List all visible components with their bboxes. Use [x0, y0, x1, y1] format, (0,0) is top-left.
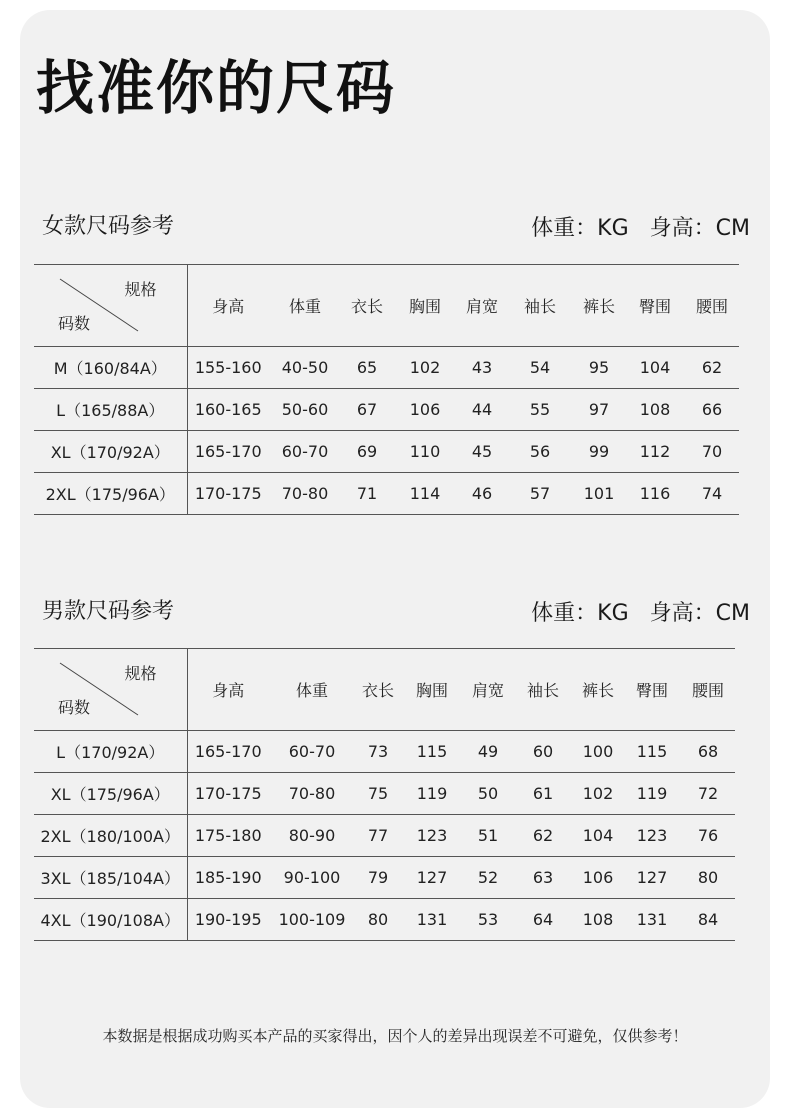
- measurement-cell: 84: [681, 899, 735, 941]
- height-unit: 身高：CM: [649, 216, 750, 241]
- column-header: 体重: [269, 265, 341, 347]
- corner-spec-label: 规格: [124, 664, 157, 683]
- measurement-cell: 106: [573, 857, 623, 899]
- women-size-table: [34, 264, 739, 515]
- measurement-cell: 70-80: [269, 773, 355, 815]
- measurement-cell: 104: [625, 347, 685, 389]
- table-row: [34, 857, 735, 899]
- column-header: 体重: [269, 649, 355, 731]
- column-header: 衣长: [355, 649, 401, 731]
- column-header: 腰围: [685, 265, 739, 347]
- measurement-cell: 190-195: [187, 899, 269, 941]
- measurement-cell: 45: [457, 431, 507, 473]
- measurement-cell: 46: [457, 473, 507, 515]
- measurement-cell: 119: [401, 773, 463, 815]
- measurement-cell: 170-175: [187, 473, 269, 515]
- size-code-cell: 2XL（175/96A）: [34, 473, 187, 515]
- measurement-cell: 76: [681, 815, 735, 857]
- women-section-title: 女款尺码参考: [42, 214, 175, 239]
- measurement-cell: 90-100: [269, 857, 355, 899]
- column-header: 衣长: [341, 265, 393, 347]
- column-header: 胸围: [393, 265, 457, 347]
- measurement-cell: 70-80: [269, 473, 341, 515]
- measurement-cell: 102: [573, 773, 623, 815]
- measurement-cell: 115: [623, 731, 681, 773]
- table-row: [34, 773, 735, 815]
- measurement-cell: 119: [623, 773, 681, 815]
- weight-unit: 体重：KG: [531, 601, 629, 626]
- column-header: 肩宽: [457, 265, 507, 347]
- measurement-cell: 60-70: [269, 431, 341, 473]
- corner-size-label: 码数: [58, 314, 91, 333]
- column-header: 身高: [187, 265, 269, 347]
- measurement-cell: 108: [573, 899, 623, 941]
- measurement-cell: 165-170: [187, 431, 269, 473]
- column-header: 袖长: [507, 265, 573, 347]
- measurement-cell: 73: [355, 731, 401, 773]
- measurement-cell: 50: [463, 773, 513, 815]
- measurement-cell: 97: [573, 389, 625, 431]
- measurement-cell: 131: [401, 899, 463, 941]
- measurement-cell: 95: [573, 347, 625, 389]
- size-code-cell: 3XL（185/104A）: [34, 857, 187, 899]
- size-code-cell: XL（170/92A）: [34, 431, 187, 473]
- measurement-cell: 123: [401, 815, 463, 857]
- measurement-cell: 40-50: [269, 347, 341, 389]
- measurement-cell: 99: [573, 431, 625, 473]
- men-size-table: [34, 648, 735, 941]
- measurement-cell: 60-70: [269, 731, 355, 773]
- measurement-cell: 60: [513, 731, 573, 773]
- column-header: 裤长: [573, 265, 625, 347]
- measurement-cell: 63: [513, 857, 573, 899]
- measurement-cell: 77: [355, 815, 401, 857]
- measurement-cell: 108: [625, 389, 685, 431]
- measurement-cell: 71: [341, 473, 393, 515]
- size-code-cell: M（160/84A）: [34, 347, 187, 389]
- measurement-cell: 74: [685, 473, 739, 515]
- measurement-cell: 56: [507, 431, 573, 473]
- measurement-cell: 114: [393, 473, 457, 515]
- measurement-cell: 127: [623, 857, 681, 899]
- measurement-cell: 49: [463, 731, 513, 773]
- measurement-cell: 80: [681, 857, 735, 899]
- measurement-cell: 62: [685, 347, 739, 389]
- measurement-cell: 80: [355, 899, 401, 941]
- measurement-cell: 55: [507, 389, 573, 431]
- measurement-cell: 51: [463, 815, 513, 857]
- measurement-cell: 155-160: [187, 347, 269, 389]
- measurement-cell: 62: [513, 815, 573, 857]
- men-unit-label: [531, 601, 750, 627]
- size-code-cell: XL（175/96A）: [34, 773, 187, 815]
- disclaimer-note: 本数据是根据成功购买本产品的买家得出，因个人的差异出现误差不可避免，仅供参考！: [102, 1027, 688, 1045]
- measurement-cell: 79: [355, 857, 401, 899]
- measurement-cell: 52: [463, 857, 513, 899]
- measurement-cell: 127: [401, 857, 463, 899]
- page-title: 找准你的尺码: [36, 54, 397, 122]
- weight-unit: 体重：KG: [531, 216, 629, 241]
- column-header: 身高: [187, 649, 269, 731]
- table-corner: [34, 265, 187, 347]
- measurement-cell: 44: [457, 389, 507, 431]
- table-row: [34, 389, 739, 431]
- size-code-cell: L（170/92A）: [34, 731, 187, 773]
- column-header: 臀围: [625, 265, 685, 347]
- measurement-cell: 115: [401, 731, 463, 773]
- column-header: 臀围: [623, 649, 681, 731]
- measurement-cell: 175-180: [187, 815, 269, 857]
- measurement-cell: 100-109: [269, 899, 355, 941]
- measurement-cell: 101: [573, 473, 625, 515]
- measurement-cell: 106: [393, 389, 457, 431]
- measurement-cell: 50-60: [269, 389, 341, 431]
- size-code-cell: 4XL（190/108A）: [34, 899, 187, 941]
- size-code-cell: L（165/88A）: [34, 389, 187, 431]
- measurement-cell: 160-165: [187, 389, 269, 431]
- measurement-cell: 165-170: [187, 731, 269, 773]
- column-header: 腰围: [681, 649, 735, 731]
- measurement-cell: 110: [393, 431, 457, 473]
- measurement-cell: 104: [573, 815, 623, 857]
- corner-size-label: 码数: [58, 698, 91, 717]
- size-code-cell: 2XL（180/100A）: [34, 815, 187, 857]
- measurement-cell: 170-175: [187, 773, 269, 815]
- measurement-cell: 65: [341, 347, 393, 389]
- measurement-cell: 43: [457, 347, 507, 389]
- table-row: [34, 815, 735, 857]
- table-row: [34, 473, 739, 515]
- measurement-cell: 80-90: [269, 815, 355, 857]
- measurement-cell: 67: [341, 389, 393, 431]
- measurement-cell: 70: [685, 431, 739, 473]
- table-row: [34, 731, 735, 773]
- measurement-cell: 53: [463, 899, 513, 941]
- measurement-cell: 66: [685, 389, 739, 431]
- column-header: 裤长: [573, 649, 623, 731]
- measurement-cell: 64: [513, 899, 573, 941]
- measurement-cell: 69: [341, 431, 393, 473]
- column-header: 肩宽: [463, 649, 513, 731]
- size-guide-card: [20, 10, 770, 1108]
- table-row: [34, 899, 735, 941]
- measurement-cell: 112: [625, 431, 685, 473]
- measurement-cell: 54: [507, 347, 573, 389]
- measurement-cell: 57: [507, 473, 573, 515]
- measurement-cell: 116: [625, 473, 685, 515]
- column-header: 袖长: [513, 649, 573, 731]
- measurement-cell: 123: [623, 815, 681, 857]
- corner-diagonal: [34, 265, 187, 346]
- measurement-cell: 75: [355, 773, 401, 815]
- measurement-cell: 102: [393, 347, 457, 389]
- corner-spec-label: 规格: [124, 280, 157, 299]
- column-header: 胸围: [401, 649, 463, 731]
- corner-diagonal: [34, 649, 187, 730]
- measurement-cell: 61: [513, 773, 573, 815]
- table-row: [34, 347, 739, 389]
- height-unit: 身高：CM: [649, 601, 750, 626]
- measurement-cell: 185-190: [187, 857, 269, 899]
- women-unit-label: [531, 216, 750, 242]
- table-row: [34, 431, 739, 473]
- measurement-cell: 131: [623, 899, 681, 941]
- men-section-title: 男款尺码参考: [42, 599, 175, 624]
- table-corner: [34, 649, 187, 731]
- measurement-cell: 100: [573, 731, 623, 773]
- measurement-cell: 68: [681, 731, 735, 773]
- measurement-cell: 72: [681, 773, 735, 815]
